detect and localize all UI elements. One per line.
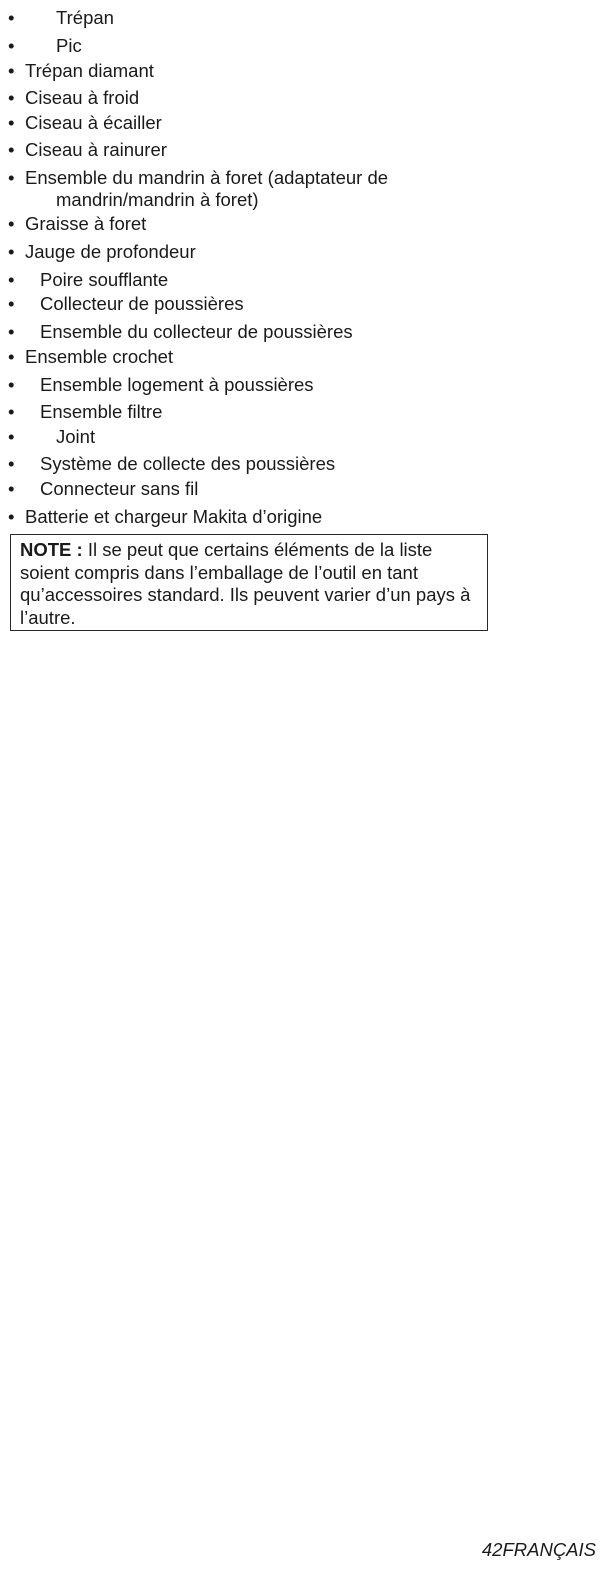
list-item-label: Ciseau à rainurer (25, 139, 167, 160)
bullet: • (8, 139, 15, 160)
list-item-label: Trépan diamant (25, 60, 154, 81)
list-item-label: Ensemble crochet (25, 346, 174, 367)
bullet: • (8, 506, 15, 527)
list-item-label: Ensemble filtre (40, 401, 163, 422)
list-item-label: Trépan (56, 7, 114, 28)
bullet: • (8, 60, 15, 81)
list-item-label: Système de collecte des poussières (40, 453, 336, 474)
page-number: 42 (481, 1539, 503, 1560)
bullet: • (8, 112, 15, 133)
bullet: • (8, 213, 15, 234)
list-item-label: Ciseau à froid (25, 87, 140, 108)
bullet: • (8, 478, 15, 499)
page-footer (482, 1539, 596, 1561)
list-item-label: Ensemble logement à poussières (40, 374, 314, 395)
list-item-label: Graisse à foret (25, 213, 147, 234)
bullet: • (8, 167, 15, 188)
bullet: • (8, 426, 15, 447)
list-item-label: Ensemble du collecteur de poussières (40, 321, 353, 342)
bullet: • (8, 7, 15, 28)
list-item-label: Connecteur sans fil (40, 478, 199, 499)
list-item-label: Batterie et chargeur Makita d’origine (25, 506, 323, 527)
bullet: • (8, 374, 15, 395)
note-box (10, 534, 488, 631)
list-item-label: Poire soufflante (40, 269, 169, 290)
footer-language: FRANÇAIS (502, 1539, 596, 1560)
list-item-continuation: mandrin/mandrin à foret) (56, 189, 259, 210)
list-item-label: Joint (56, 426, 96, 447)
note-label: NOTE : (20, 539, 83, 560)
list-item-label: Collecteur de poussières (40, 293, 244, 314)
bullet: • (8, 401, 15, 422)
bullet: • (8, 269, 15, 290)
bullet: • (8, 321, 15, 342)
bullet: • (8, 241, 15, 262)
bullet: • (8, 35, 15, 56)
bullet: • (8, 293, 15, 314)
bullet: • (8, 346, 15, 367)
bullet: • (8, 87, 15, 108)
list-item-label: Jauge de profondeur (25, 241, 196, 262)
list-item-label: Ensemble du mandrin à foret (adaptateur de (25, 167, 389, 188)
bullet: • (8, 453, 15, 474)
list-item-label: Pic (56, 35, 82, 56)
list-item-label: Ciseau à écailler (25, 112, 162, 133)
note-text: Il se peut que certains éléments de la liste soient compris dans l’emballage de l’outil en tant qu’accessoires standard. Ils peuvent varier d’un pays à l’autre. (20, 539, 471, 628)
